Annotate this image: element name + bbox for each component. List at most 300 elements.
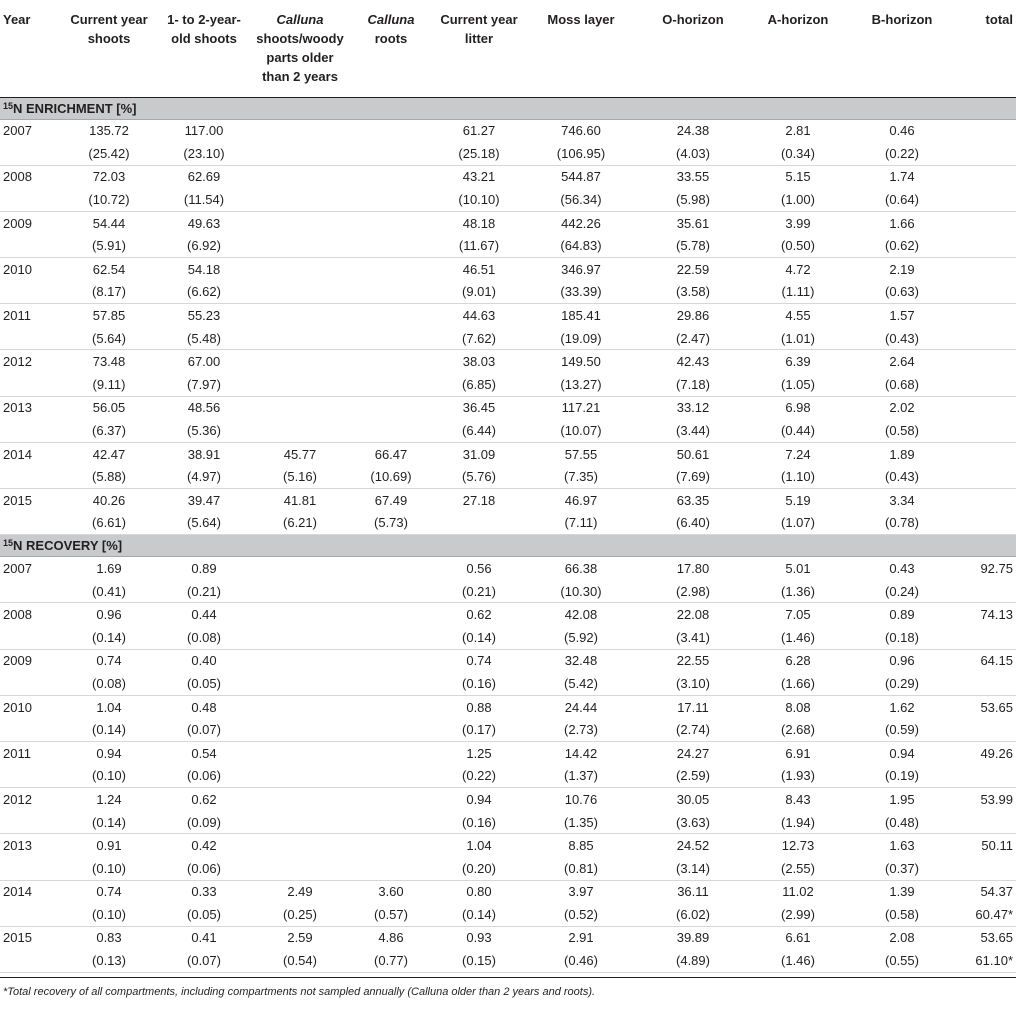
mean-cell: 55.23 <box>187 308 221 324</box>
mean-cell <box>348 119 434 142</box>
mean-cell <box>252 304 348 327</box>
empty-cell <box>0 142 62 165</box>
mean-cell: 56.05 <box>92 400 126 416</box>
header-a-horizon: A-horizon <box>748 0 848 97</box>
mean-cell <box>252 649 348 672</box>
mean-cell: 24.52 <box>676 838 710 854</box>
sd-cell: (0.06) <box>156 765 252 788</box>
mean-cell: 2.49 <box>287 884 313 900</box>
mean-cell: 74.13 <box>980 607 1013 623</box>
mean-cell <box>252 695 348 718</box>
mean-cell <box>252 603 348 626</box>
sd-cell: (9.01) <box>434 281 524 304</box>
section-title-text: N ENRICHMENT [%] <box>13 100 137 116</box>
sd-cell: (6.62) <box>156 281 252 304</box>
mean-cell: 6.61 <box>785 930 811 946</box>
table-row-sd <box>0 281 1016 304</box>
sd-cell: (0.07) <box>156 718 252 741</box>
mean-cell: 2.02 <box>889 400 915 416</box>
italic-genus: Calluna <box>276 12 324 27</box>
sd-cell <box>956 765 1016 788</box>
table-row <box>0 695 1016 718</box>
mean-cell <box>348 695 434 718</box>
table-row-sd <box>0 465 1016 488</box>
table-row-sd <box>0 580 1016 603</box>
empty-cell <box>0 765 62 788</box>
empty-cell <box>0 857 62 880</box>
mean-cell: 66.38 <box>564 560 598 576</box>
year-cell: 2013 <box>3 838 32 854</box>
sd-cell: (4.89) <box>638 949 748 972</box>
mean-cell: 0.74 <box>96 884 122 900</box>
mean-cell: 14.42 <box>564 745 598 761</box>
mean-cell: 0.43 <box>889 560 915 576</box>
sd-cell: (5.91) <box>62 234 156 257</box>
table-row-sd <box>0 188 1016 211</box>
sd-cell <box>956 188 1016 211</box>
sd-cell: (8.17) <box>62 281 156 304</box>
mean-cell: 0.94 <box>466 791 492 807</box>
year-cell: 2011 <box>3 745 31 761</box>
table-row-sd <box>0 857 1016 880</box>
sd-cell: (25.18) <box>434 142 524 165</box>
table-row <box>0 119 1016 142</box>
mean-cell: 46.51 <box>462 261 496 277</box>
table-row <box>0 557 1016 580</box>
sd-cell: (0.25) <box>252 903 348 926</box>
sd-cell: (5.64) <box>156 512 252 535</box>
mean-cell <box>956 165 1016 188</box>
mean-cell: 5.19 <box>785 492 811 508</box>
table-row <box>0 165 1016 188</box>
table-row <box>0 396 1016 419</box>
year-cell: 2011 <box>3 308 31 324</box>
table-row <box>0 834 1016 857</box>
sd-cell: (0.77) <box>348 949 434 972</box>
mean-cell: 29.86 <box>676 308 710 324</box>
empty-cell <box>0 672 62 695</box>
sd-cell <box>252 234 348 257</box>
sd-cell: (0.09) <box>156 811 252 834</box>
section-header-row <box>0 97 1016 119</box>
mean-cell: 53.99 <box>980 791 1013 807</box>
sd-cell: (1.66) <box>748 672 848 695</box>
mean-cell: 442.26 <box>561 215 601 231</box>
mean-cell: 1.04 <box>96 699 122 715</box>
sd-cell <box>348 234 434 257</box>
empty-cell <box>0 626 62 649</box>
mean-cell: 0.62 <box>466 607 492 623</box>
sd-cell: (0.44) <box>748 419 848 442</box>
mean-cell: 1.25 <box>466 745 492 761</box>
mean-cell: 31.09 <box>462 446 496 462</box>
empty-cell <box>0 419 62 442</box>
year-cell: 2009 <box>3 653 32 669</box>
year-cell: 2007 <box>3 123 32 139</box>
sd-cell: (6.40) <box>638 512 748 535</box>
sd-cell <box>348 142 434 165</box>
sd-cell: (56.34) <box>524 188 638 211</box>
mean-cell: 22.55 <box>676 653 710 669</box>
year-cell: 2014 <box>3 446 32 462</box>
mean-cell: 49.63 <box>187 215 221 231</box>
sd-cell: (7.97) <box>156 373 252 396</box>
table-body <box>0 97 1016 972</box>
table-row-sd <box>0 419 1016 442</box>
table-row-sd <box>0 765 1016 788</box>
sd-cell: (10.10) <box>434 188 524 211</box>
mean-cell: 0.96 <box>889 653 915 669</box>
sd-cell: (0.14) <box>434 903 524 926</box>
table-row <box>0 442 1016 465</box>
mean-cell <box>956 442 1016 465</box>
sd-cell: (0.29) <box>848 672 956 695</box>
mean-cell: 44.63 <box>462 308 496 324</box>
table-row-sd <box>0 626 1016 649</box>
mean-cell: 35.61 <box>676 215 710 231</box>
mean-cell <box>956 211 1016 234</box>
mean-cell: 0.89 <box>191 560 217 576</box>
sd-cell: (7.69) <box>638 465 748 488</box>
mean-cell: 1.63 <box>889 838 915 854</box>
sd-cell: (0.08) <box>62 672 156 695</box>
mean-cell: 3.60 <box>378 884 404 900</box>
sd-cell <box>348 580 434 603</box>
sd-cell <box>348 672 434 695</box>
mean-cell <box>252 834 348 857</box>
table-row <box>0 788 1016 811</box>
table-row <box>0 649 1016 672</box>
sd-cell: (0.68) <box>848 373 956 396</box>
sd-cell: (1.05) <box>748 373 848 396</box>
sd-cell: (0.43) <box>848 465 956 488</box>
mean-cell: 62.69 <box>187 169 221 185</box>
sd-cell: (2.47) <box>638 327 748 350</box>
mean-cell: 3.97 <box>568 884 594 900</box>
mean-cell: 24.27 <box>676 745 710 761</box>
table-row-sd <box>0 718 1016 741</box>
table-row <box>0 258 1016 281</box>
sd-cell <box>956 142 1016 165</box>
mean-cell: 6.28 <box>785 653 811 669</box>
sd-cell: (0.58) <box>848 903 956 926</box>
mean-cell <box>348 211 434 234</box>
mean-cell: 17.80 <box>676 560 710 576</box>
sd-cell: (10.30) <box>524 580 638 603</box>
mean-cell: 30.05 <box>676 791 710 807</box>
sd-cell: (0.48) <box>848 811 956 834</box>
sd-cell: (13.27) <box>524 373 638 396</box>
mean-cell: 33.55 <box>676 169 710 185</box>
mean-cell <box>956 350 1016 373</box>
empty-cell <box>0 188 62 211</box>
table-row <box>0 880 1016 903</box>
year-cell: 2014 <box>3 884 32 900</box>
mean-cell: 39.89 <box>676 930 710 946</box>
mean-cell <box>348 557 434 580</box>
mean-cell: 0.41 <box>191 930 217 946</box>
mean-cell: 0.94 <box>889 745 915 761</box>
mean-cell: 149.50 <box>561 354 601 370</box>
mean-cell: 2.59 <box>287 930 313 946</box>
sd-cell: (19.09) <box>524 327 638 350</box>
mean-cell: 22.59 <box>676 261 710 277</box>
sd-cell <box>252 718 348 741</box>
sd-cell: (33.39) <box>524 281 638 304</box>
mean-cell: 22.08 <box>676 607 710 623</box>
header-current-year-litter: Current year litter <box>434 0 524 97</box>
mean-cell <box>348 396 434 419</box>
sd-cell: (0.15) <box>434 949 524 972</box>
mean-cell: 0.42 <box>191 838 217 854</box>
mean-cell: 54.37 <box>980 884 1013 900</box>
mean-cell <box>956 396 1016 419</box>
mean-cell: 42.47 <box>92 446 126 462</box>
sd-cell: (0.57) <box>348 903 434 926</box>
section-title <box>0 97 1016 119</box>
sd-cell: (0.78) <box>848 512 956 535</box>
sd-cell: (0.14) <box>62 718 156 741</box>
mean-cell: 24.38 <box>676 123 710 139</box>
mean-cell: 57.85 <box>92 308 126 324</box>
mean-cell: 0.74 <box>466 653 492 669</box>
mean-cell: 6.39 <box>785 354 811 370</box>
empty-cell <box>0 373 62 396</box>
sd-cell: (1.07) <box>748 512 848 535</box>
sd-cell: (0.13) <box>62 949 156 972</box>
sd-cell: (1.36) <box>748 580 848 603</box>
sd-cell: (2.74) <box>638 718 748 741</box>
header-one-to-two-year-shoots: 1- to 2-year-old shoots <box>156 0 252 97</box>
year-cell: 2008 <box>3 607 32 623</box>
mean-cell <box>348 258 434 281</box>
sd-cell <box>434 512 524 535</box>
mean-cell: 3.34 <box>889 492 915 508</box>
mean-cell: 61.27 <box>462 123 496 139</box>
sd-cell: (0.59) <box>848 718 956 741</box>
sd-cell <box>956 281 1016 304</box>
empty-cell <box>0 903 62 926</box>
mean-cell <box>348 649 434 672</box>
sd-cell: (0.24) <box>848 580 956 603</box>
header-total: total <box>956 0 1016 97</box>
sd-cell: (7.35) <box>524 465 638 488</box>
mean-cell: 49.26 <box>980 745 1013 761</box>
empty-cell <box>0 234 62 257</box>
sd-cell: (1.37) <box>524 765 638 788</box>
table-row <box>0 603 1016 626</box>
year-cell: 2009 <box>3 215 32 231</box>
mean-cell: 2.81 <box>785 123 811 139</box>
sd-cell <box>348 857 434 880</box>
mean-cell: 2.19 <box>889 261 915 277</box>
mean-cell: 746.60 <box>561 123 601 139</box>
mean-cell <box>348 788 434 811</box>
mean-cell: 54.44 <box>92 215 126 231</box>
mean-cell: 38.91 <box>187 446 221 462</box>
sd-cell: (1.46) <box>748 949 848 972</box>
mean-cell: 0.54 <box>191 745 217 761</box>
mean-cell: 0.96 <box>96 607 122 623</box>
sd-cell: (106.95) <box>524 142 638 165</box>
mean-cell: 53.65 <box>980 699 1013 715</box>
mean-cell: 5.15 <box>785 169 811 185</box>
mean-cell: 11.02 <box>782 884 814 900</box>
mean-cell: 0.62 <box>191 791 217 807</box>
mean-cell: 117.00 <box>184 123 224 139</box>
sd-cell <box>252 188 348 211</box>
header-row <box>0 0 1016 97</box>
mean-cell: 185.41 <box>561 308 601 324</box>
mean-cell: 1.66 <box>889 215 915 231</box>
sd-cell: (1.35) <box>524 811 638 834</box>
sd-cell: (0.19) <box>848 765 956 788</box>
mean-cell: 4.55 <box>785 308 811 324</box>
sd-cell: (0.05) <box>156 903 252 926</box>
mean-cell: 64.15 <box>980 653 1013 669</box>
sd-cell: (0.54) <box>252 949 348 972</box>
sd-cell: (2.98) <box>638 580 748 603</box>
mean-cell: 63.35 <box>676 492 710 508</box>
sd-cell: (0.52) <box>524 903 638 926</box>
mean-cell: 1.74 <box>889 169 915 185</box>
sd-cell: (10.69) <box>348 465 434 488</box>
sd-cell: (4.03) <box>638 142 748 165</box>
sd-cell: (0.18) <box>848 626 956 649</box>
mean-cell: 32.48 <box>564 653 598 669</box>
sd-cell: (0.63) <box>848 281 956 304</box>
sd-cell <box>348 626 434 649</box>
sd-cell: (0.07) <box>156 949 252 972</box>
mean-cell: 8.08 <box>785 699 811 715</box>
mean-cell <box>348 165 434 188</box>
sd-cell <box>956 234 1016 257</box>
sd-cell: (0.08) <box>156 626 252 649</box>
section-title-superscript: 15 <box>3 100 14 111</box>
mean-cell: 1.57 <box>889 308 915 324</box>
sd-cell: (5.98) <box>638 188 748 211</box>
header-calluna-roots: Calluna roots <box>348 0 434 97</box>
mean-cell: 1.89 <box>889 446 915 462</box>
sd-cell: (0.14) <box>62 811 156 834</box>
mean-cell: 544.87 <box>561 169 601 185</box>
year-cell: 2015 <box>3 930 32 946</box>
header-year: Year <box>0 0 62 97</box>
mean-cell: 1.04 <box>466 838 492 854</box>
mean-cell <box>252 557 348 580</box>
table-row-sd <box>0 672 1016 695</box>
sd-cell: (3.44) <box>638 419 748 442</box>
sd-cell: (3.10) <box>638 672 748 695</box>
mean-cell: 67.00 <box>187 354 221 370</box>
sd-cell: (2.55) <box>748 857 848 880</box>
mean-cell: 0.40 <box>191 653 217 669</box>
mean-cell <box>956 119 1016 142</box>
mean-cell: 72.03 <box>92 169 126 185</box>
sd-cell: (0.21) <box>156 580 252 603</box>
sd-cell: (7.62) <box>434 327 524 350</box>
sd-cell <box>252 857 348 880</box>
sd-cell: (0.14) <box>434 626 524 649</box>
mean-cell: 50.61 <box>676 446 710 462</box>
sd-cell: (5.88) <box>62 465 156 488</box>
sd-cell <box>348 419 434 442</box>
sd-cell <box>348 718 434 741</box>
table-row <box>0 926 1016 949</box>
empty-cell <box>0 949 62 972</box>
header-moss-layer: Moss layer <box>524 0 638 97</box>
mean-cell: 10.76 <box>564 791 598 807</box>
mean-cell <box>252 350 348 373</box>
sd-cell: (0.34) <box>748 142 848 165</box>
mean-cell: 0.88 <box>466 699 492 715</box>
table-row-sd <box>0 949 1016 972</box>
sd-cell: (6.44) <box>434 419 524 442</box>
sd-cell: (5.73) <box>348 512 434 535</box>
table-row <box>0 304 1016 327</box>
sd-cell: (0.43) <box>848 327 956 350</box>
empty-cell <box>0 281 62 304</box>
mean-cell <box>348 304 434 327</box>
mean-cell: 1.24 <box>96 791 122 807</box>
sd-cell <box>252 672 348 695</box>
sd-cell: (0.10) <box>62 857 156 880</box>
mean-cell: 0.56 <box>466 560 492 576</box>
sd-cell <box>252 811 348 834</box>
sd-cell: (3.58) <box>638 281 748 304</box>
section-title-superscript: 15 <box>3 538 14 549</box>
sd-cell: (5.48) <box>156 327 252 350</box>
table-row <box>0 741 1016 764</box>
sd-cell <box>956 373 1016 396</box>
mean-cell: 8.43 <box>785 791 811 807</box>
sd-cell: (7.11) <box>524 512 638 535</box>
mean-cell: 17.11 <box>677 699 709 715</box>
year-cell: 2015 <box>3 492 32 508</box>
year-cell: 2010 <box>3 261 32 277</box>
mean-cell <box>252 788 348 811</box>
table-row-sd <box>0 142 1016 165</box>
mean-cell: 24.44 <box>564 699 598 715</box>
mean-cell: 0.33 <box>191 884 217 900</box>
sd-cell <box>956 419 1016 442</box>
sd-cell: (23.10) <box>156 142 252 165</box>
sd-cell <box>956 718 1016 741</box>
sd-cell: (0.41) <box>62 580 156 603</box>
sd-cell <box>956 512 1016 535</box>
sd-cell <box>348 373 434 396</box>
mean-cell <box>252 211 348 234</box>
mean-cell: 0.93 <box>466 930 492 946</box>
table-row-sd <box>0 512 1016 535</box>
mean-cell: 41.81 <box>283 492 317 508</box>
sd-cell: (2.73) <box>524 718 638 741</box>
mean-cell: 0.48 <box>191 699 217 715</box>
sd-cell: (3.14) <box>638 857 748 880</box>
table-row <box>0 211 1016 234</box>
mean-cell: 62.54 <box>92 261 126 277</box>
table-row-sd <box>0 811 1016 834</box>
mean-cell: 92.75 <box>980 560 1013 576</box>
mean-cell: 50.11 <box>981 838 1013 854</box>
year-cell: 2012 <box>3 354 32 370</box>
mean-cell: 53.65 <box>980 930 1013 946</box>
mean-cell: 27.18 <box>462 492 496 508</box>
mean-cell: 2.08 <box>889 930 915 946</box>
mean-cell: 42.43 <box>676 354 710 370</box>
sd-cell: (1.94) <box>748 811 848 834</box>
mean-cell <box>348 834 434 857</box>
